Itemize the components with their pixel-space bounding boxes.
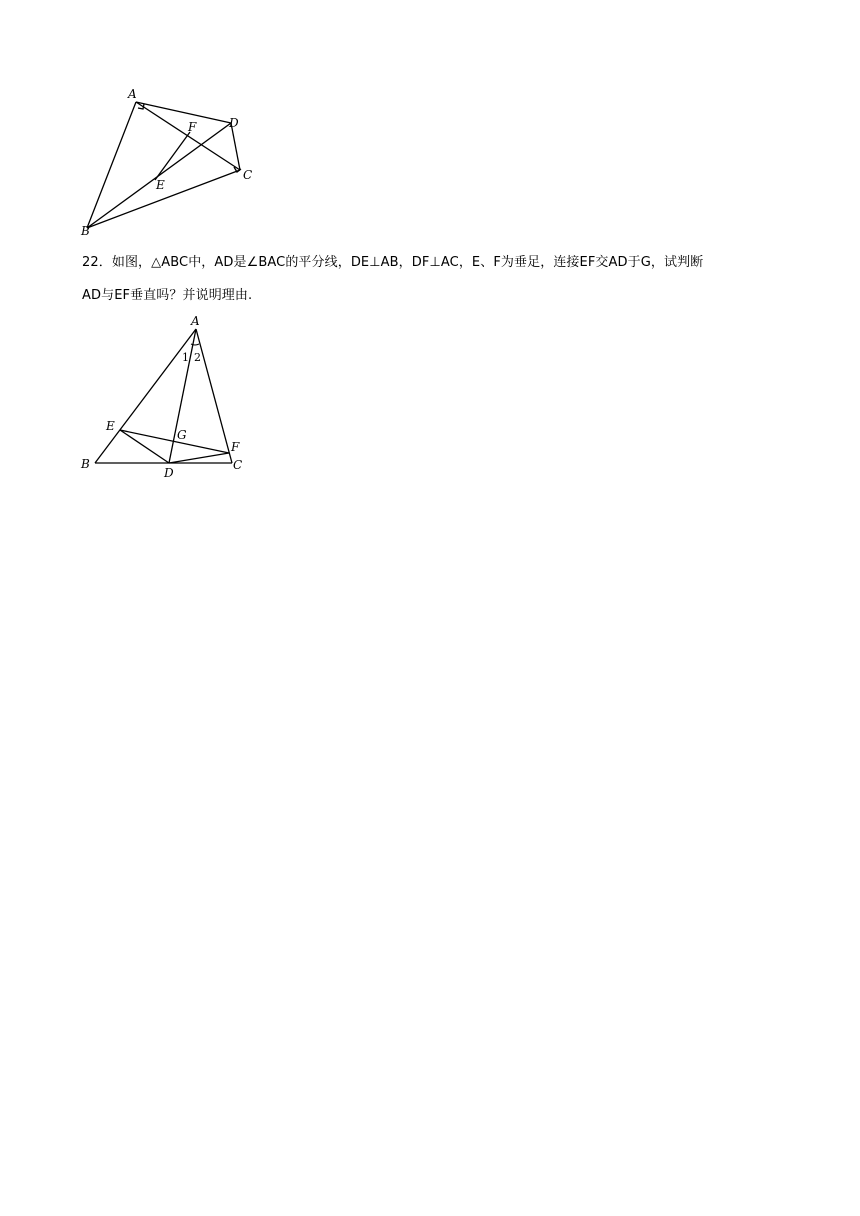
label-f: F: [188, 120, 197, 134]
label-d: D: [164, 466, 174, 480]
segment-ac: [196, 329, 232, 463]
segment-dc: [231, 123, 240, 170]
label-a: A: [191, 314, 200, 328]
label-d: D: [229, 116, 239, 130]
segment-ad: [136, 102, 231, 123]
label-a: A: [128, 87, 137, 101]
angle-label-1: 1: [182, 351, 189, 364]
label-e: E: [156, 178, 165, 192]
label-c: C: [243, 168, 253, 182]
question-line-1: 22．如图，△ABC中，AD是∠BAC的平分线，DE⊥AB，DF⊥AC，E、F为垂足，连接EF交AD于G，试判断: [82, 255, 704, 270]
label-f: F: [231, 440, 240, 454]
segment-ac: [136, 102, 240, 170]
label-b: B: [81, 457, 90, 471]
label-g: G: [177, 428, 187, 442]
segment-ab: [87, 102, 136, 228]
label-c: C: [233, 458, 243, 472]
segment-df: [169, 453, 229, 463]
angle-arc-1: [191, 344, 199, 345]
figure-quadrilateral-diagram: [80, 85, 260, 237]
question-22-text: [82, 246, 782, 312]
angle-label-2: 2: [194, 351, 201, 364]
label-e: E: [106, 419, 115, 433]
label-b: B: [81, 224, 90, 237]
question-line-2: AD与EF垂直吗？并说明理由.: [82, 288, 253, 303]
figure-triangle-bisector-diagram: [78, 310, 248, 480]
